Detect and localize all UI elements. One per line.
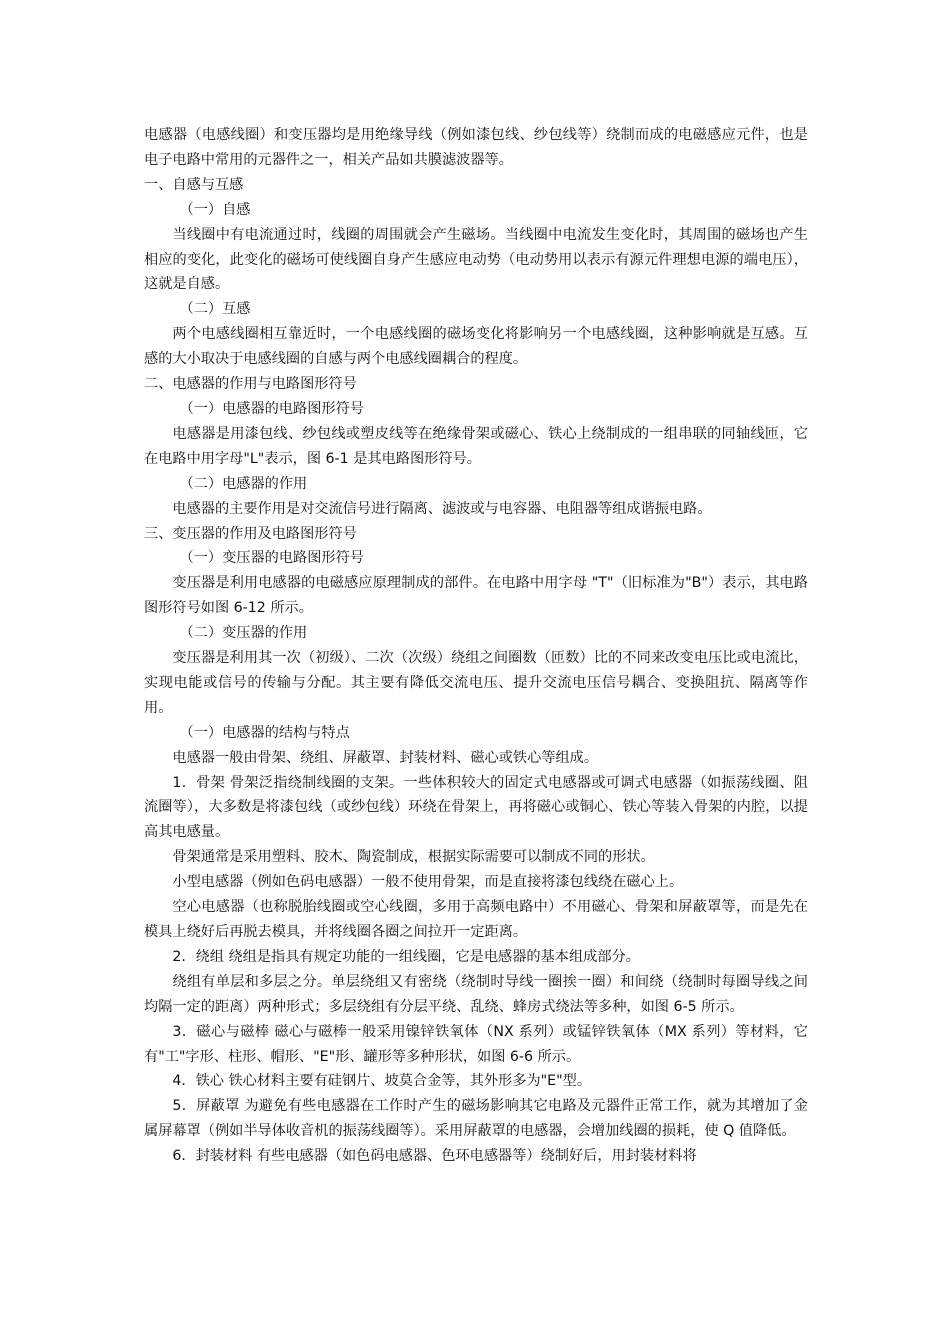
section-heading-2: 二、电感器的作用与电路图形符号 (144, 376, 357, 393)
bobbin-material-paragraph: 骨架通常是采用塑料、胶木、陶瓷制成，根据实际需要可以制成不同的形状。 (172, 849, 655, 866)
subsection-heading-inductor-function: （二）电感器的作用 (179, 475, 308, 492)
shield-paragraph: 5．屏蔽罩 为避免有些电感器在工作时产生的磁场影响其它电路及元器件正常工作，就为其增加了金属屏幕罩（例如半导体收音机的振荡线圈等）。采用屏蔽罩的电感器，会增加线圈的损耗，使 Q 值降低。 (144, 1098, 808, 1140)
magnetic-core-paragraph: 3．磁心与磁棒 磁心与磁棒一般采用镍锌铁氧体（NX 系列）或锰锌铁氧体（MX 系列）等材料，它有"工"字形、柱形、帽形、"E"形、罐形等多种形状，如图 6-6 所示。 (144, 1023, 808, 1065)
subsection-heading-inductor-structure: （一）电感器的结构与特点 (179, 724, 350, 741)
mutual-inductance-paragraph: 两个电感线圈相互靠近时，一个电感线圈的磁场变化将影响另一个电感线圈，这种影响就是互感。互感的大小取决于电感线圈的自感与两个电感线圈耦合的程度。 (144, 326, 808, 368)
encapsulation-paragraph: 6．封装材料 有些电感器（如色码电感器、色环电感器等）绕制好后，用封装材料将 (172, 1148, 697, 1165)
subsection-heading-inductor-symbol: （一）电感器的电路图形符号 (179, 400, 364, 417)
inductor-structure-paragraph: 电感器一般由骨架、绕组、屏蔽罩、封装材料、磁心或铁心等组成。 (172, 749, 599, 766)
intro-paragraph: 电感器（电感线圈）和变压器均是用绝缘导线（例如漆包线、纱包线等）绕制而成的电磁感应元件，也是电子电路中常用的元器件之一，相关产品如共膜滤波器等。 (144, 127, 808, 168)
subsection-heading-self-inductance: （一）自感 (179, 201, 251, 218)
subsection-heading-transformer-function: （二）变压器的作用 (179, 625, 308, 642)
bobbin-paragraph: 1．骨架 骨架泛指绕制线圈的支架。一些体积较大的固定式电感器或可调式电感器（如振荡线圈、阻流圈等），大多数是将漆包线（或纱包线）环绕在骨架上，再将磁心或铜心、铁心等装入骨架的内腔，以提高其电感量。 (144, 774, 808, 841)
inductor-function-paragraph: 电感器的主要作用是对交流信号进行隔离、滤波或与电容器、电阻器等组成谐振电路。 (172, 500, 712, 517)
iron-core-paragraph: 4．铁心 铁心材料主要有硅钢片、坡莫合金等，其外形多为"E"型。 (172, 1073, 592, 1090)
document-body (144, 123, 808, 1169)
subsection-heading-transformer-symbol: （一）变压器的电路图形符号 (179, 550, 364, 567)
self-inductance-paragraph: 当线圈中有电流通过时，线圈的周围就会产生磁场。当线圈中电流发生变化时，其周围的磁场也产生相应的变化，此变化的磁场可使线圈自身产生感应电动势（电动势用以表示有源元件理想电源的端电压），这就是自感。 (144, 226, 808, 293)
winding-types-paragraph: 绕组有单层和多层之分。单层绕组又有密绕（绕制时导线一圈挨一圈）和间绕（绕制时每圈导线之间均隔一定的距离）两种形式；多层绕组有分层平绕、乱绕、蜂房式绕法等多种，如图 6-5 所示。 (144, 973, 808, 1015)
section-heading-1: 一、自感与互感 (144, 176, 244, 193)
small-inductor-paragraph: 小型电感器（例如色码电感器）一般不使用骨架，而是直接将漆包线绕在磁心上。 (172, 874, 684, 891)
winding-paragraph: 2．绕组 绕组是指具有规定功能的一组线圈，它是电感器的基本组成部分。 (172, 948, 640, 965)
subsection-heading-mutual-inductance: （二）互感 (179, 301, 251, 318)
inductor-symbol-paragraph: 电感器是用漆包线、纱包线或塑皮线等在绝缘骨架或磁心、铁心上绕制成的一组串联的同轴线匝，它在电路中用字母"L"表示，图 6-1 是其电路图形符号。 (144, 425, 808, 467)
transformer-function-paragraph: 变压器是利用其一次（初级）、二次（次级）绕组之间圈数（匝数）比的不同来改变电压比或电流比，实现电能或信号的传输与分配。其主要有降低交流电压、提升交流电压信号耦合、变换阻抗、隔离等作用。 (144, 650, 808, 716)
air-core-paragraph: 空心电感器（也称脱胎线圈或空心线圈，多用于高频电路中）不用磁心、骨架和屏蔽罩等，而是先在模具上绕好后再脱去模具，并将线圈各圈之间拉开一定距离。 (144, 899, 808, 940)
transformer-symbol-paragraph: 变压器是利用电感器的电磁感应原理制成的部件。在电路中用字母 "T"（旧标准为"B"）表示，其电路图形符号如图 6-12 所示。 (144, 575, 808, 617)
section-heading-3: 三、变压器的作用及电路图形符号 (144, 525, 357, 542)
